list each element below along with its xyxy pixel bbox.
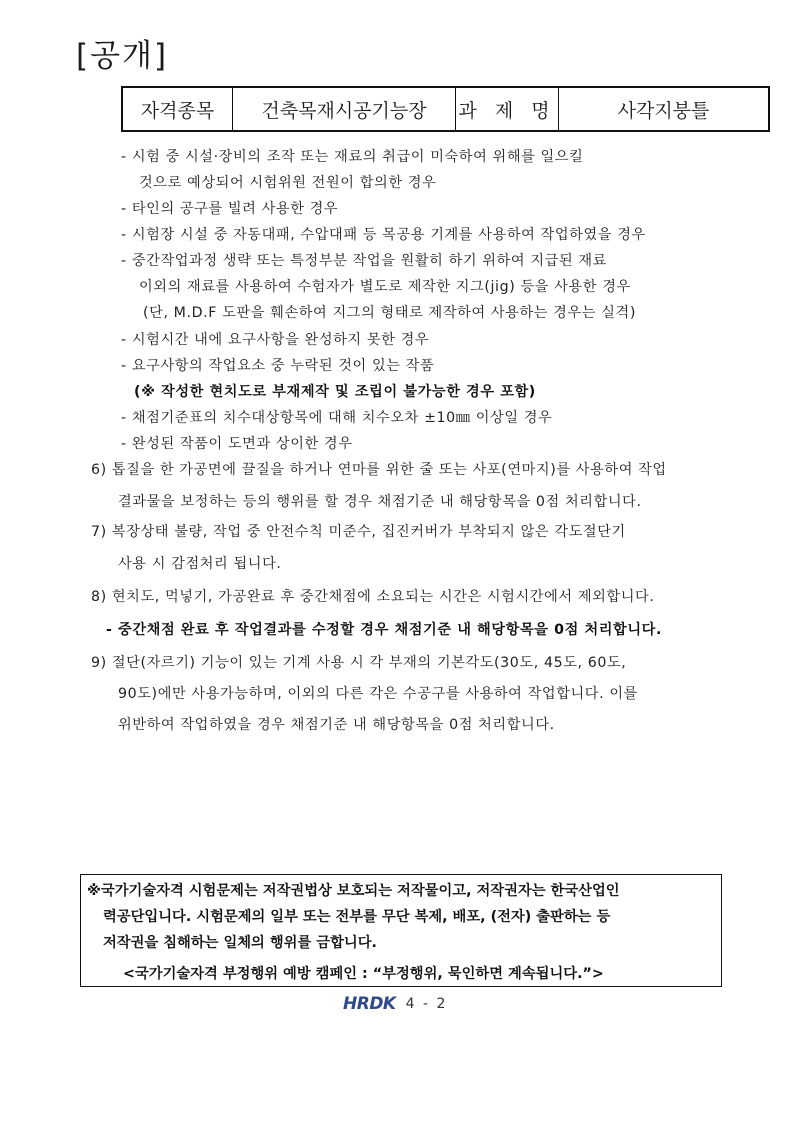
public-tag: [공개] — [76, 38, 169, 74]
body-line: 이외의 재료를 사용하여 수험자가 별도로 제작한 지그(jig) 등을 사용한 경우 — [139, 279, 631, 295]
body-line: - 시험시간 내에 요구사항을 완성하지 못한 경우 — [121, 332, 430, 348]
body-line: - 요구사항의 작업요소 중 누락된 것이 있는 작품 — [121, 358, 435, 374]
body-line-emphasis: (※ 작성한 현치도로 부재제작 및 조립이 불가능한 경우 포함) — [134, 384, 536, 400]
notice-line: 력공단입니다. 시험문제의 일부 또는 전부를 무단 복제, 배포, (전자) 출판하는 등 — [103, 909, 611, 925]
body-line: - 시험장 시설 중 자동대패, 수압대패 등 목공용 기계를 사용하여 작업하였을 경우 — [121, 227, 646, 243]
header-table — [121, 86, 770, 132]
task-name-label: 과 제 명 — [456, 88, 559, 130]
body-line: (단, M.D.F 도판을 훼손하여 지그의 형태로 제작하여 사용하는 경우는 실격) — [143, 305, 636, 321]
campaign-line: <국가기술자격 부정행위 예방 캠페인 : “부정행위, 묵인하면 계속됩니다.”> — [123, 966, 604, 982]
body-line: 8) 현치도, 먹넣기, 가공완료 후 중간채점에 소요되는 시간은 시험시간에서 제외합니다. — [91, 589, 655, 605]
body-line: 7) 복장상태 불량, 작업 중 안전수칙 미준수, 집진커버가 부착되지 않은 각도절단기 — [91, 524, 626, 540]
body-line: 6) 톱질을 한 가공면에 끌질을 하거나 연마를 위한 줄 또는 사포(연마지)를 사용하여 작업 — [91, 462, 667, 478]
body-line: 사용 시 감점처리 됩니다. — [118, 556, 282, 572]
body-line: 위반하여 작업하였을 경우 채점기준 내 해당항목을 0점 처리합니다. — [118, 717, 555, 733]
qualification-value: 건축목재시공기능장 — [233, 88, 456, 130]
body-line: - 중간작업과정 생략 또는 특정부분 작업을 원활히 하기 위하여 지급된 재료 — [121, 253, 607, 269]
body-line: - 타인의 공구를 빌려 사용한 경우 — [121, 201, 339, 217]
body-line: 결과물을 보정하는 등의 행위를 할 경우 채점기준 내 해당항목을 0점 처리합니다. — [118, 494, 642, 510]
page-footer — [343, 994, 447, 1014]
notice-line: ※국가기술자격 시험문제는 저작권법상 보호되는 저작물이고, 저작권자는 한국산업인 — [87, 883, 620, 899]
hrdk-logo: HRDK — [343, 994, 396, 1014]
body-line: - 시험 중 시설·장비의 조작 또는 재료의 취급이 미숙하여 위해를 일으킬 — [121, 149, 584, 165]
body-line: 것으로 예상되어 시험위원 전원이 합의한 경우 — [139, 175, 437, 191]
body-line-emphasis: - 중간채점 완료 후 작업결과를 수정할 경우 채점기준 내 해당항목을 0점 처리합니다. — [106, 622, 662, 638]
body-line: - 완성된 작품이 도면과 상이한 경우 — [121, 436, 353, 452]
page-number: 4 - 2 — [405, 996, 448, 1012]
body-line: 90도)에만 사용가능하며, 이외의 다른 각은 수공구를 사용하여 작업합니다. 이를 — [118, 686, 638, 702]
notice-line: 저작권을 침해하는 일체의 행위를 금합니다. — [103, 935, 377, 951]
copyright-notice-box — [80, 874, 722, 987]
body-line: - 채점기준표의 치수대상항목에 대해 치수오차 ±10㎜ 이상일 경우 — [121, 410, 553, 426]
qualification-label: 자격종목 — [123, 88, 233, 130]
body-line: 9) 절단(자르기) 기능이 있는 기계 사용 시 각 부재의 기본각도(30도, 45도, 60도, — [91, 655, 627, 671]
task-name-value: 사각지붕틀 — [617, 99, 710, 122]
